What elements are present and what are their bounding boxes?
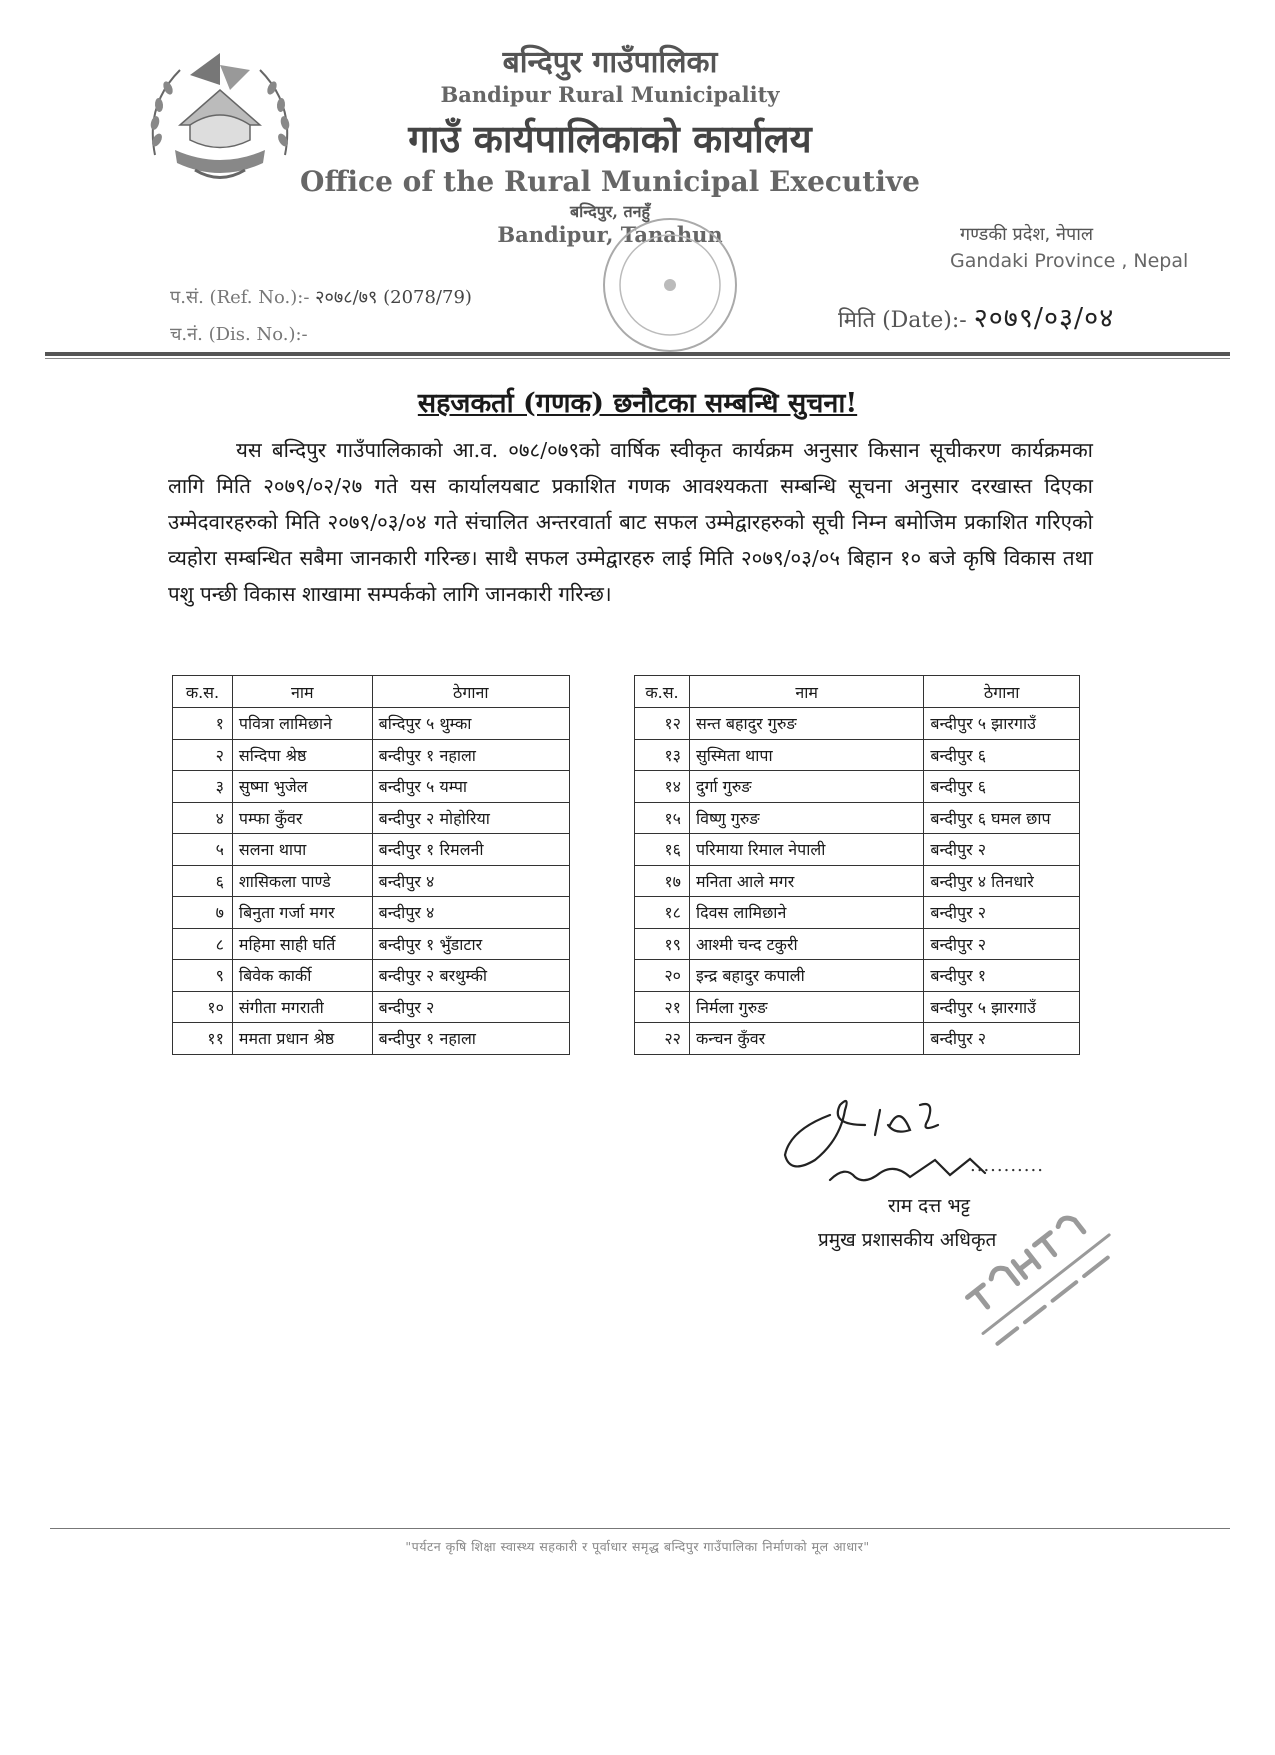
table-row xyxy=(173,897,570,929)
office-name-nepali: गाउँ कार्यपालिकाको कार्यालय xyxy=(408,116,812,161)
dispatch-number xyxy=(170,322,308,346)
cell-name: महिमा साही घर्ति xyxy=(232,928,372,960)
cell-name: सन्त बहादुर गुरुङ xyxy=(689,708,923,740)
table-row xyxy=(173,1023,570,1055)
cell-name: आश्मी चन्द टकुरी xyxy=(689,928,923,960)
ref-value: २०७८/७९ (2078/79) xyxy=(315,287,472,308)
cell-address: बन्दिपुर ५ थुम्का xyxy=(372,708,569,740)
cell-address: बन्दीपुर २ बरथुम्की xyxy=(372,960,569,992)
table-row xyxy=(635,771,1080,803)
cell-serial: २० xyxy=(635,960,690,992)
col-serial: क.स. xyxy=(173,676,233,708)
cell-address: बन्दीपुर ६ घमल छाप xyxy=(924,802,1080,834)
table-row xyxy=(635,865,1080,897)
table-row xyxy=(173,928,570,960)
cell-name: कन्चन कुँवर xyxy=(689,1023,923,1055)
cell-address: बन्दीपुर १ भुँडाटार xyxy=(372,928,569,960)
org-name-english: Bandipur Rural Municipality xyxy=(440,82,780,107)
cell-address: बन्दीपुर ५ यम्पा xyxy=(372,771,569,803)
reference-number xyxy=(170,285,472,309)
table-row xyxy=(635,834,1080,866)
table-row xyxy=(173,802,570,834)
table-row xyxy=(635,897,1080,929)
cell-serial: १७ xyxy=(635,865,690,897)
province-nepali: गण्डकी प्रदेश, नेपाल xyxy=(960,224,1094,245)
col-serial: क.स. xyxy=(635,676,690,708)
cell-address: बन्दीपुर ४ xyxy=(372,897,569,929)
cell-serial: १६ xyxy=(635,834,690,866)
cell-serial: ३ xyxy=(173,771,233,803)
cell-address: बन्दीपुर ५ झारगाउँ xyxy=(924,991,1080,1023)
cell-serial: ६ xyxy=(173,865,233,897)
cell-serial: ५ xyxy=(173,834,233,866)
cell-serial: १२ xyxy=(635,708,690,740)
candidates-table-left xyxy=(172,675,570,1055)
cell-name: परिमाया रिमाल नेपाली xyxy=(689,834,923,866)
signatory-name: राम दत्त भट्ट xyxy=(888,1195,970,1217)
cell-serial: २२ xyxy=(635,1023,690,1055)
cell-address: बन्दीपुर ६ xyxy=(924,771,1080,803)
table-row xyxy=(635,802,1080,834)
cell-name: सन्दिपा श्रेष्ठ xyxy=(232,739,372,771)
office-seal-stamp-icon xyxy=(585,210,755,360)
cell-name: सुष्मा भुजेल xyxy=(232,771,372,803)
municipality-emblem-icon xyxy=(135,45,305,195)
org-name-nepali: बन्दिपुर गाउँपालिका xyxy=(502,45,718,80)
cell-serial: १ xyxy=(173,708,233,740)
cell-serial: ९ xyxy=(173,960,233,992)
notice-title-text: सहजकर्ता (गणक) छनौटका सम्बन्धि सुचना! xyxy=(417,388,858,419)
cell-name: शासिकला पाण्डे xyxy=(232,865,372,897)
notice-title xyxy=(0,383,1275,420)
cell-serial: ८ xyxy=(173,928,233,960)
table-row xyxy=(173,771,570,803)
date-value: २०७९/०३/०४ xyxy=(973,303,1115,334)
cell-address: बन्दीपुर ४ तिनधारे xyxy=(924,865,1080,897)
cell-name: बिनुता गर्जा मगर xyxy=(232,897,372,929)
cell-address: बन्दीपुर २ xyxy=(924,928,1080,960)
cell-serial: ११ xyxy=(173,1023,233,1055)
signatory-stamp-icon xyxy=(925,1170,1145,1370)
cell-address: बन्दीपुर ४ xyxy=(372,865,569,897)
cell-serial: १० xyxy=(173,991,233,1023)
table-row xyxy=(173,739,570,771)
footer-slogan: "पर्यटन कृषि शिक्षा स्वास्थ्य सहकारी र पूर्वाधार समृद्ध बन्दिपुर गाउँपालिका निर्माणको मूल आधार" xyxy=(405,1539,870,1554)
cell-serial: १४ xyxy=(635,771,690,803)
table-row xyxy=(635,1023,1080,1055)
cell-name: दुर्गा गुरुङ xyxy=(689,771,923,803)
header-divider xyxy=(45,352,1230,356)
table-row xyxy=(173,834,570,866)
cell-address: बन्दीपुर २ xyxy=(372,991,569,1023)
cell-serial: ४ xyxy=(173,802,233,834)
cell-serial: १८ xyxy=(635,897,690,929)
cell-address: बन्दीपुर २ xyxy=(924,834,1080,866)
cell-address: बन्दीपुर २ xyxy=(924,1023,1080,1055)
table-row xyxy=(173,865,570,897)
col-name: नाम xyxy=(689,676,923,708)
cell-serial: १३ xyxy=(635,739,690,771)
cell-name: निर्मला गुरुङ xyxy=(689,991,923,1023)
cell-address: बन्दीपुर ६ xyxy=(924,739,1080,771)
cell-address: बन्दीपुर २ मोहोरिया xyxy=(372,802,569,834)
table-header-row xyxy=(635,676,1080,708)
cell-address: बन्दीपुर १ नहाला xyxy=(372,739,569,771)
cell-serial: २१ xyxy=(635,991,690,1023)
cell-name: दिवस लामिछाने xyxy=(689,897,923,929)
table-row xyxy=(635,928,1080,960)
cell-address: बन्दीपुर ५ झारगाउँ xyxy=(924,708,1080,740)
table-row xyxy=(635,708,1080,740)
place-nepali: बन्दिपुर, तनहुँ xyxy=(570,202,650,221)
cell-name: ममता प्रधान श्रेष्ठ xyxy=(232,1023,372,1055)
col-address: ठेगाना xyxy=(372,676,569,708)
signatory-title: प्रमुख प्रशासकीय अधिकृत xyxy=(818,1229,997,1251)
place-english: Bandipur, Tanahun xyxy=(497,222,723,247)
col-address: ठेगाना xyxy=(924,676,1080,708)
signature-line: ........... xyxy=(970,1155,1044,1176)
table-row xyxy=(173,991,570,1023)
cell-serial: ७ xyxy=(173,897,233,929)
cell-name: संगीता मगराती xyxy=(232,991,372,1023)
cell-name: पम्फा कुँवर xyxy=(232,802,372,834)
cell-address: बन्दीपुर १ xyxy=(924,960,1080,992)
cell-serial: १९ xyxy=(635,928,690,960)
table-row xyxy=(173,960,570,992)
cell-name: पवित्रा लामिछाने xyxy=(232,708,372,740)
cell-name: मनिता आले मगर xyxy=(689,865,923,897)
table-row xyxy=(173,708,570,740)
cell-serial: २ xyxy=(173,739,233,771)
cell-address: बन्दीपुर १ नहाला xyxy=(372,1023,569,1055)
cell-address: बन्दीपुर १ रिमलनी xyxy=(372,834,569,866)
table-row xyxy=(635,991,1080,1023)
date-label: मिति (Date):- xyxy=(838,308,967,333)
cell-name: सुस्मिता थापा xyxy=(689,739,923,771)
dis-label: च.नं. (Dis. No.):- xyxy=(170,324,308,345)
header-divider-thin xyxy=(45,358,1230,359)
cell-name: इन्द्र बहादुर कपाली xyxy=(689,960,923,992)
date xyxy=(838,298,1114,335)
cell-address: बन्दीपुर २ xyxy=(924,897,1080,929)
cell-name: सलना थापा xyxy=(232,834,372,866)
office-name-english: Office of the Rural Municipal Executive xyxy=(300,165,920,198)
table-header-row xyxy=(173,676,570,708)
notice-body: यस बन्दिपुर गाउँपालिकाको आ.व. ०७८/०७९को वार्षिक स्वीकृत कार्यक्रम अनुसार किसान सूचीकरण कार्यक्रमका लागि मिति २०७९/०२/२७ गते यस कार्यालयबाट प्रकाशित गणक आवश्यकता सम्बन्धि सूचना अनुसार दरखास्त दिएका उम्मेदवारहरुको मिति २०७९/०३/०४ गते संचालित अन्तरवार्ता बाट सफल उम्मेद्वारहरुको सूची निम्न बमोजिम प्रकाशित गरिएको व्यहोरा सम्बन्धित सबैमा जानकारी गरिन्छ। साथै सफल उम्मेद्वारहरु लाई मिति २०७९/०३/०५ बिहान १० बजे कृषि विकास तथा पशु पन्छी विकास शाखामा सम्पर्कको लागि जानकारी गरिन्छ। xyxy=(168,438,1093,606)
cell-name: विष्णु गुरुङ xyxy=(689,802,923,834)
table-row xyxy=(635,739,1080,771)
footer-divider xyxy=(50,1528,1230,1529)
province-english: Gandaki Province , Nepal xyxy=(950,250,1189,272)
cell-name: बिवेक कार्की xyxy=(232,960,372,992)
cell-serial: १५ xyxy=(635,802,690,834)
table-row xyxy=(635,960,1080,992)
candidates-table-right xyxy=(634,675,1080,1055)
col-name: नाम xyxy=(232,676,372,708)
ref-label: प.सं. (Ref. No.):- xyxy=(170,287,310,308)
